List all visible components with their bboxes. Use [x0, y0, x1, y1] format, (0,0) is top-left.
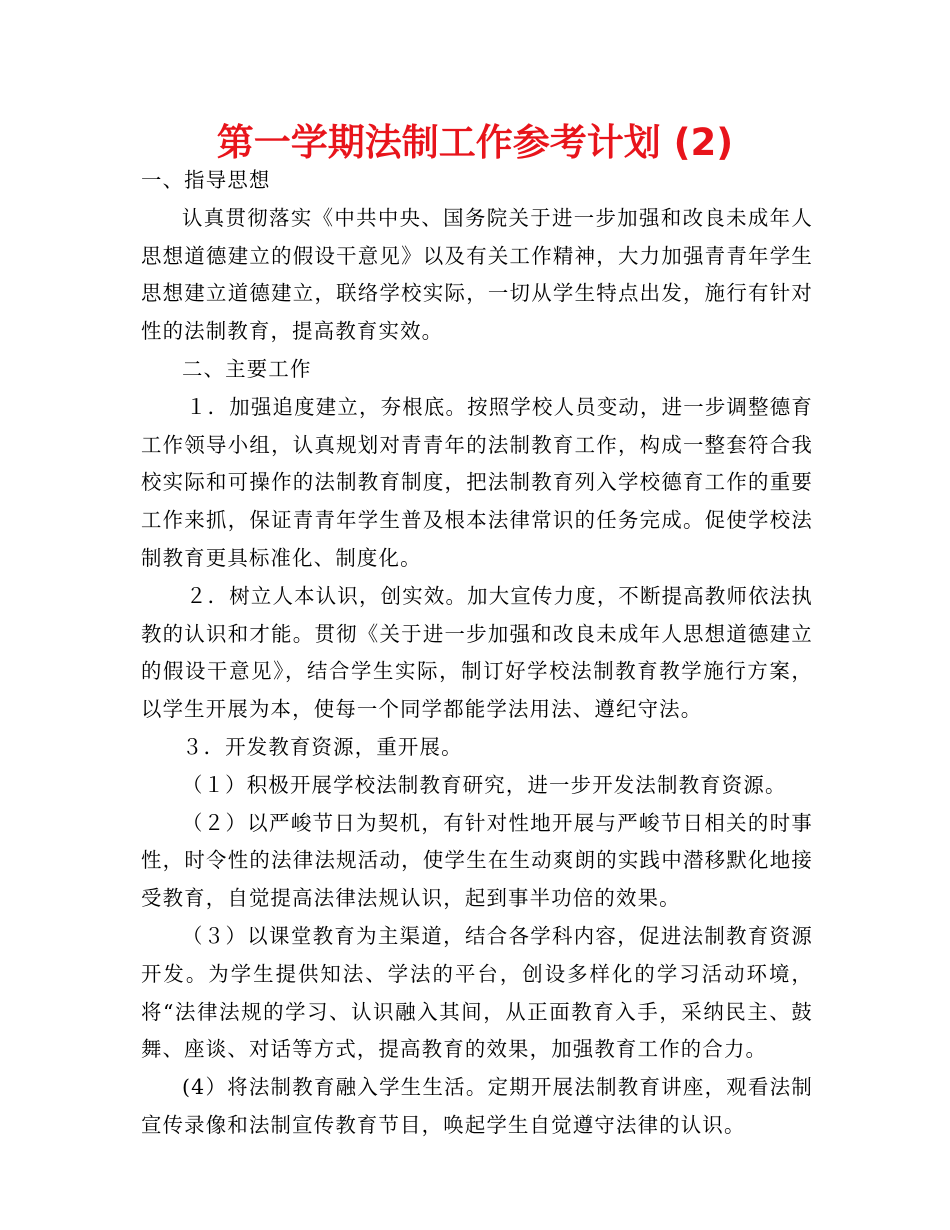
document-title: 第一学期法制工作参考计划 (2): [216, 121, 734, 164]
paragraph: 认真贯彻落实《中共中央、国务院关于进一步加强和改良未成年人思想道德建立的假设干意见》以及有关工作精神，大力加强青青年学生思想建立道德建立，联络学校实际，一切从学生特点出发，施行有针对性的法制教育，提高教育实效。: [141, 205, 813, 344]
section-heading-guiding-thought: 一、指导思想: [141, 168, 271, 192]
paragraph: ３．开发教育资源，重开展。: [182, 734, 463, 759]
section-heading-main-work: 二、主要工作: [182, 356, 312, 381]
paragraph: (4）将法制教育融入学生生活。定期开展法制教育讲座，观看法制宣传录像和法制宣传教育节目，唤起学生自觉遵守法律的认识。: [141, 1075, 813, 1137]
paragraph: （２）以严峻节日为契机，有针对性地开展与严峻节日相关的时事性，时令性的法律法规活动，使学生在生动爽朗的实践中潜移默化地接受教育，自觉提高法律法规认识，起到事半功倍的效果。: [141, 810, 813, 911]
paragraph: （３）以课堂教育为主渠道，结合各学科内容，促进法制教育资源开发。为学生提供知法、学法的平台，创设多样化的学习活动环境，将“法律法规的学习、认识融入其间，从正面教育入手，采纳民主、鼓舞、座谈、对话等方式，提高教育的效果，加强教育工作的合力。: [141, 923, 813, 1062]
paragraph: （１）积极开展学校法制教育研究，进一步开发法制教育资源。: [182, 772, 787, 797]
document-body: [141, 162, 813, 1145]
paragraph: １．加强追度建立，夯根底。按照学校人员变动，进一步调整德育工作领导小组，认真规划对青青年的法制教育工作，构成一整套符合我校实际和可操作的法制教育制度，把法制教育列入学校德育工作的重要工作来抓，保证青青年学生普及根本法律常识的任务完成。促使学校法制教育更具标准化、制度化。: [141, 394, 813, 570]
paragraph: ２．树立人本认识，创实效。加大宣传力度，不断提高教师依法执教的认识和才能。贯彻《关于进一步加强和改良未成年人思想道德建立的假设干意见》，结合学生实际，制订好学校法制教育教学施行方案，以学生开展为本，使每一个同学都能学法用法、遵纪守法。: [141, 583, 813, 722]
